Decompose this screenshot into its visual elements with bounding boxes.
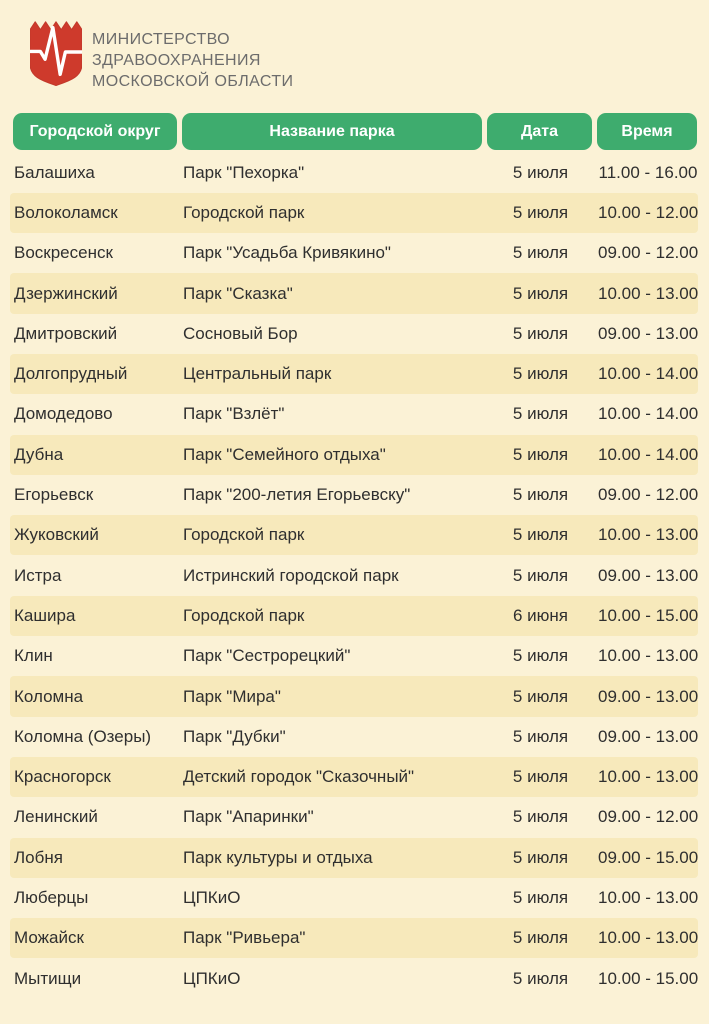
table-row	[10, 757, 698, 797]
cell-park: Парк "Сестрорецкий"	[183, 646, 351, 666]
cell-time: 10.00 - 13.00	[598, 887, 698, 907]
table-row	[10, 435, 698, 475]
table-header-row	[0, 113, 709, 150]
cell-date: 5 июля	[512, 807, 569, 827]
table-row	[10, 878, 698, 918]
cell-date: 5 июля	[512, 565, 569, 585]
cell-district: Дубна	[14, 444, 64, 464]
cell-time: 09.00 - 12.00	[598, 807, 698, 827]
table-row	[10, 676, 698, 716]
cell-time: 10.00 - 14.00	[598, 404, 698, 424]
column-header-park: Название парка	[182, 113, 482, 150]
cell-time: 10.00 - 15.00	[598, 968, 698, 988]
cell-time: 09.00 - 13.00	[598, 726, 698, 746]
cell-district: Можайск	[14, 928, 84, 948]
cell-district: Домодедово	[14, 404, 113, 424]
cell-park: Истринский городской парк	[183, 565, 399, 585]
cell-district: Волоколамск	[14, 202, 118, 222]
cell-time: 10.00 - 14.00	[598, 364, 698, 384]
table-row	[10, 394, 698, 434]
cell-park: Парк "Апаринки"	[183, 807, 314, 827]
cell-date: 5 июля	[512, 928, 569, 948]
cell-time: 09.00 - 13.00	[598, 565, 698, 585]
column-header-date: Дата	[487, 113, 592, 150]
cell-park: Парк "Взлёт"	[183, 404, 285, 424]
table-body	[10, 153, 698, 999]
cell-park: Городской парк	[183, 525, 305, 545]
cell-time: 10.00 - 13.00	[598, 646, 698, 666]
cell-time: 10.00 - 12.00	[598, 202, 698, 222]
cell-park: Парк "Семейного отдыха"	[183, 444, 386, 464]
table-row	[10, 838, 698, 878]
table-row	[10, 797, 698, 837]
column-header-district: Городской округ	[13, 113, 177, 150]
cell-park: Парк "Ривьера"	[183, 928, 306, 948]
cell-date: 5 июля	[512, 202, 569, 222]
cell-park: Детский городок "Сказочный"	[183, 767, 415, 787]
table-row	[10, 596, 698, 636]
cell-park: ЦПКиО	[183, 887, 241, 907]
brand-header	[0, 0, 709, 113]
cell-date: 5 июля	[512, 646, 569, 666]
cell-time: 09.00 - 12.00	[598, 243, 698, 263]
cell-district: Кашира	[14, 605, 76, 625]
cell-date: 5 июля	[512, 525, 569, 545]
table-row	[10, 717, 698, 757]
table-row	[10, 273, 698, 313]
table-row	[10, 354, 698, 394]
cell-district: Лобня	[14, 847, 63, 867]
cell-date: 5 июля	[512, 323, 569, 343]
cell-district: Воскресенск	[14, 243, 113, 263]
cell-park: Парк "Усадьба Кривякино"	[183, 243, 391, 263]
cell-date: 5 июля	[512, 887, 569, 907]
cell-district: Коломна (Озеры)	[14, 726, 152, 746]
cell-date: 6 июня	[512, 605, 569, 625]
table-row	[10, 475, 698, 515]
cell-time: 10.00 - 15.00	[598, 605, 698, 625]
cell-time: 09.00 - 13.00	[598, 323, 698, 343]
table-row	[10, 918, 698, 958]
cell-time: 09.00 - 13.00	[598, 686, 698, 706]
ministry-name-line: МОСКОВСКОЙ ОБЛАСТИ	[92, 73, 294, 90]
ministry-name-line: ЗДРАВООХРАНЕНИЯ	[92, 52, 261, 69]
cell-date: 5 июля	[512, 968, 569, 988]
cell-park: Городской парк	[183, 605, 305, 625]
cell-park: Парк "200-летия Егорьевску"	[183, 485, 411, 505]
cell-park: Городской парк	[183, 202, 305, 222]
ministry-name	[92, 29, 293, 92]
cell-district: Люберцы	[14, 887, 89, 907]
cell-district: Дмитровский	[14, 323, 118, 343]
table-row	[10, 555, 698, 595]
table-row	[10, 636, 698, 676]
cell-date: 5 июля	[512, 847, 569, 867]
table-row	[10, 314, 698, 354]
cell-district: Истра	[14, 565, 62, 585]
column-header-time: Время	[597, 113, 697, 150]
table-row	[10, 153, 698, 193]
ministry-name-line: МИНИСТЕРСТВО	[92, 31, 231, 48]
cell-time: 10.00 - 13.00	[598, 525, 698, 545]
cell-time: 09.00 - 12.00	[598, 485, 698, 505]
cell-park: Парк "Сказка"	[183, 283, 293, 303]
cell-park: Парк "Мира"	[183, 686, 281, 706]
cell-date: 5 июля	[512, 726, 569, 746]
cell-time: 10.00 - 13.00	[598, 928, 698, 948]
cell-date: 5 июля	[512, 444, 569, 464]
cell-time: 10.00 - 13.00	[598, 767, 698, 787]
cell-district: Красногорск	[14, 767, 111, 787]
cell-date: 5 июля	[512, 243, 569, 263]
cell-date: 5 июля	[512, 364, 569, 384]
cell-district: Жуковский	[14, 525, 99, 545]
ministry-shield-ekg-icon	[30, 18, 82, 86]
cell-time: 09.00 - 15.00	[598, 847, 698, 867]
cell-time: 10.00 - 13.00	[598, 283, 698, 303]
cell-park: Центральный парк	[183, 364, 332, 384]
cell-park: Парк "Пехорка"	[183, 162, 305, 182]
cell-district: Балашиха	[14, 162, 95, 182]
table-row	[10, 193, 698, 233]
parks-table	[0, 113, 709, 999]
cell-date: 5 июля	[512, 404, 569, 424]
cell-time: 10.00 - 14.00	[598, 444, 698, 464]
cell-park: ЦПКиО	[183, 968, 241, 988]
cell-district: Долгопрудный	[14, 364, 128, 384]
cell-date: 5 июля	[512, 686, 569, 706]
cell-park: Парк культуры и отдыха	[183, 847, 373, 867]
cell-date: 5 июля	[512, 767, 569, 787]
cell-date: 5 июля	[512, 485, 569, 505]
cell-district: Егорьевск	[14, 485, 94, 505]
cell-park: Парк "Дубки"	[183, 726, 286, 746]
table-row	[10, 233, 698, 273]
cell-date: 5 июля	[512, 162, 569, 182]
cell-district: Мытищи	[14, 968, 82, 988]
table-row	[10, 515, 698, 555]
table-row	[10, 958, 698, 998]
cell-park: Сосновый Бор	[183, 323, 298, 343]
cell-district: Ленинский	[14, 807, 98, 827]
cell-district: Клин	[14, 646, 53, 666]
cell-district: Дзержинский	[14, 283, 118, 303]
cell-district: Коломна	[14, 686, 84, 706]
cell-date: 5 июля	[512, 283, 569, 303]
cell-time: 11.00 - 16.00	[598, 162, 698, 182]
